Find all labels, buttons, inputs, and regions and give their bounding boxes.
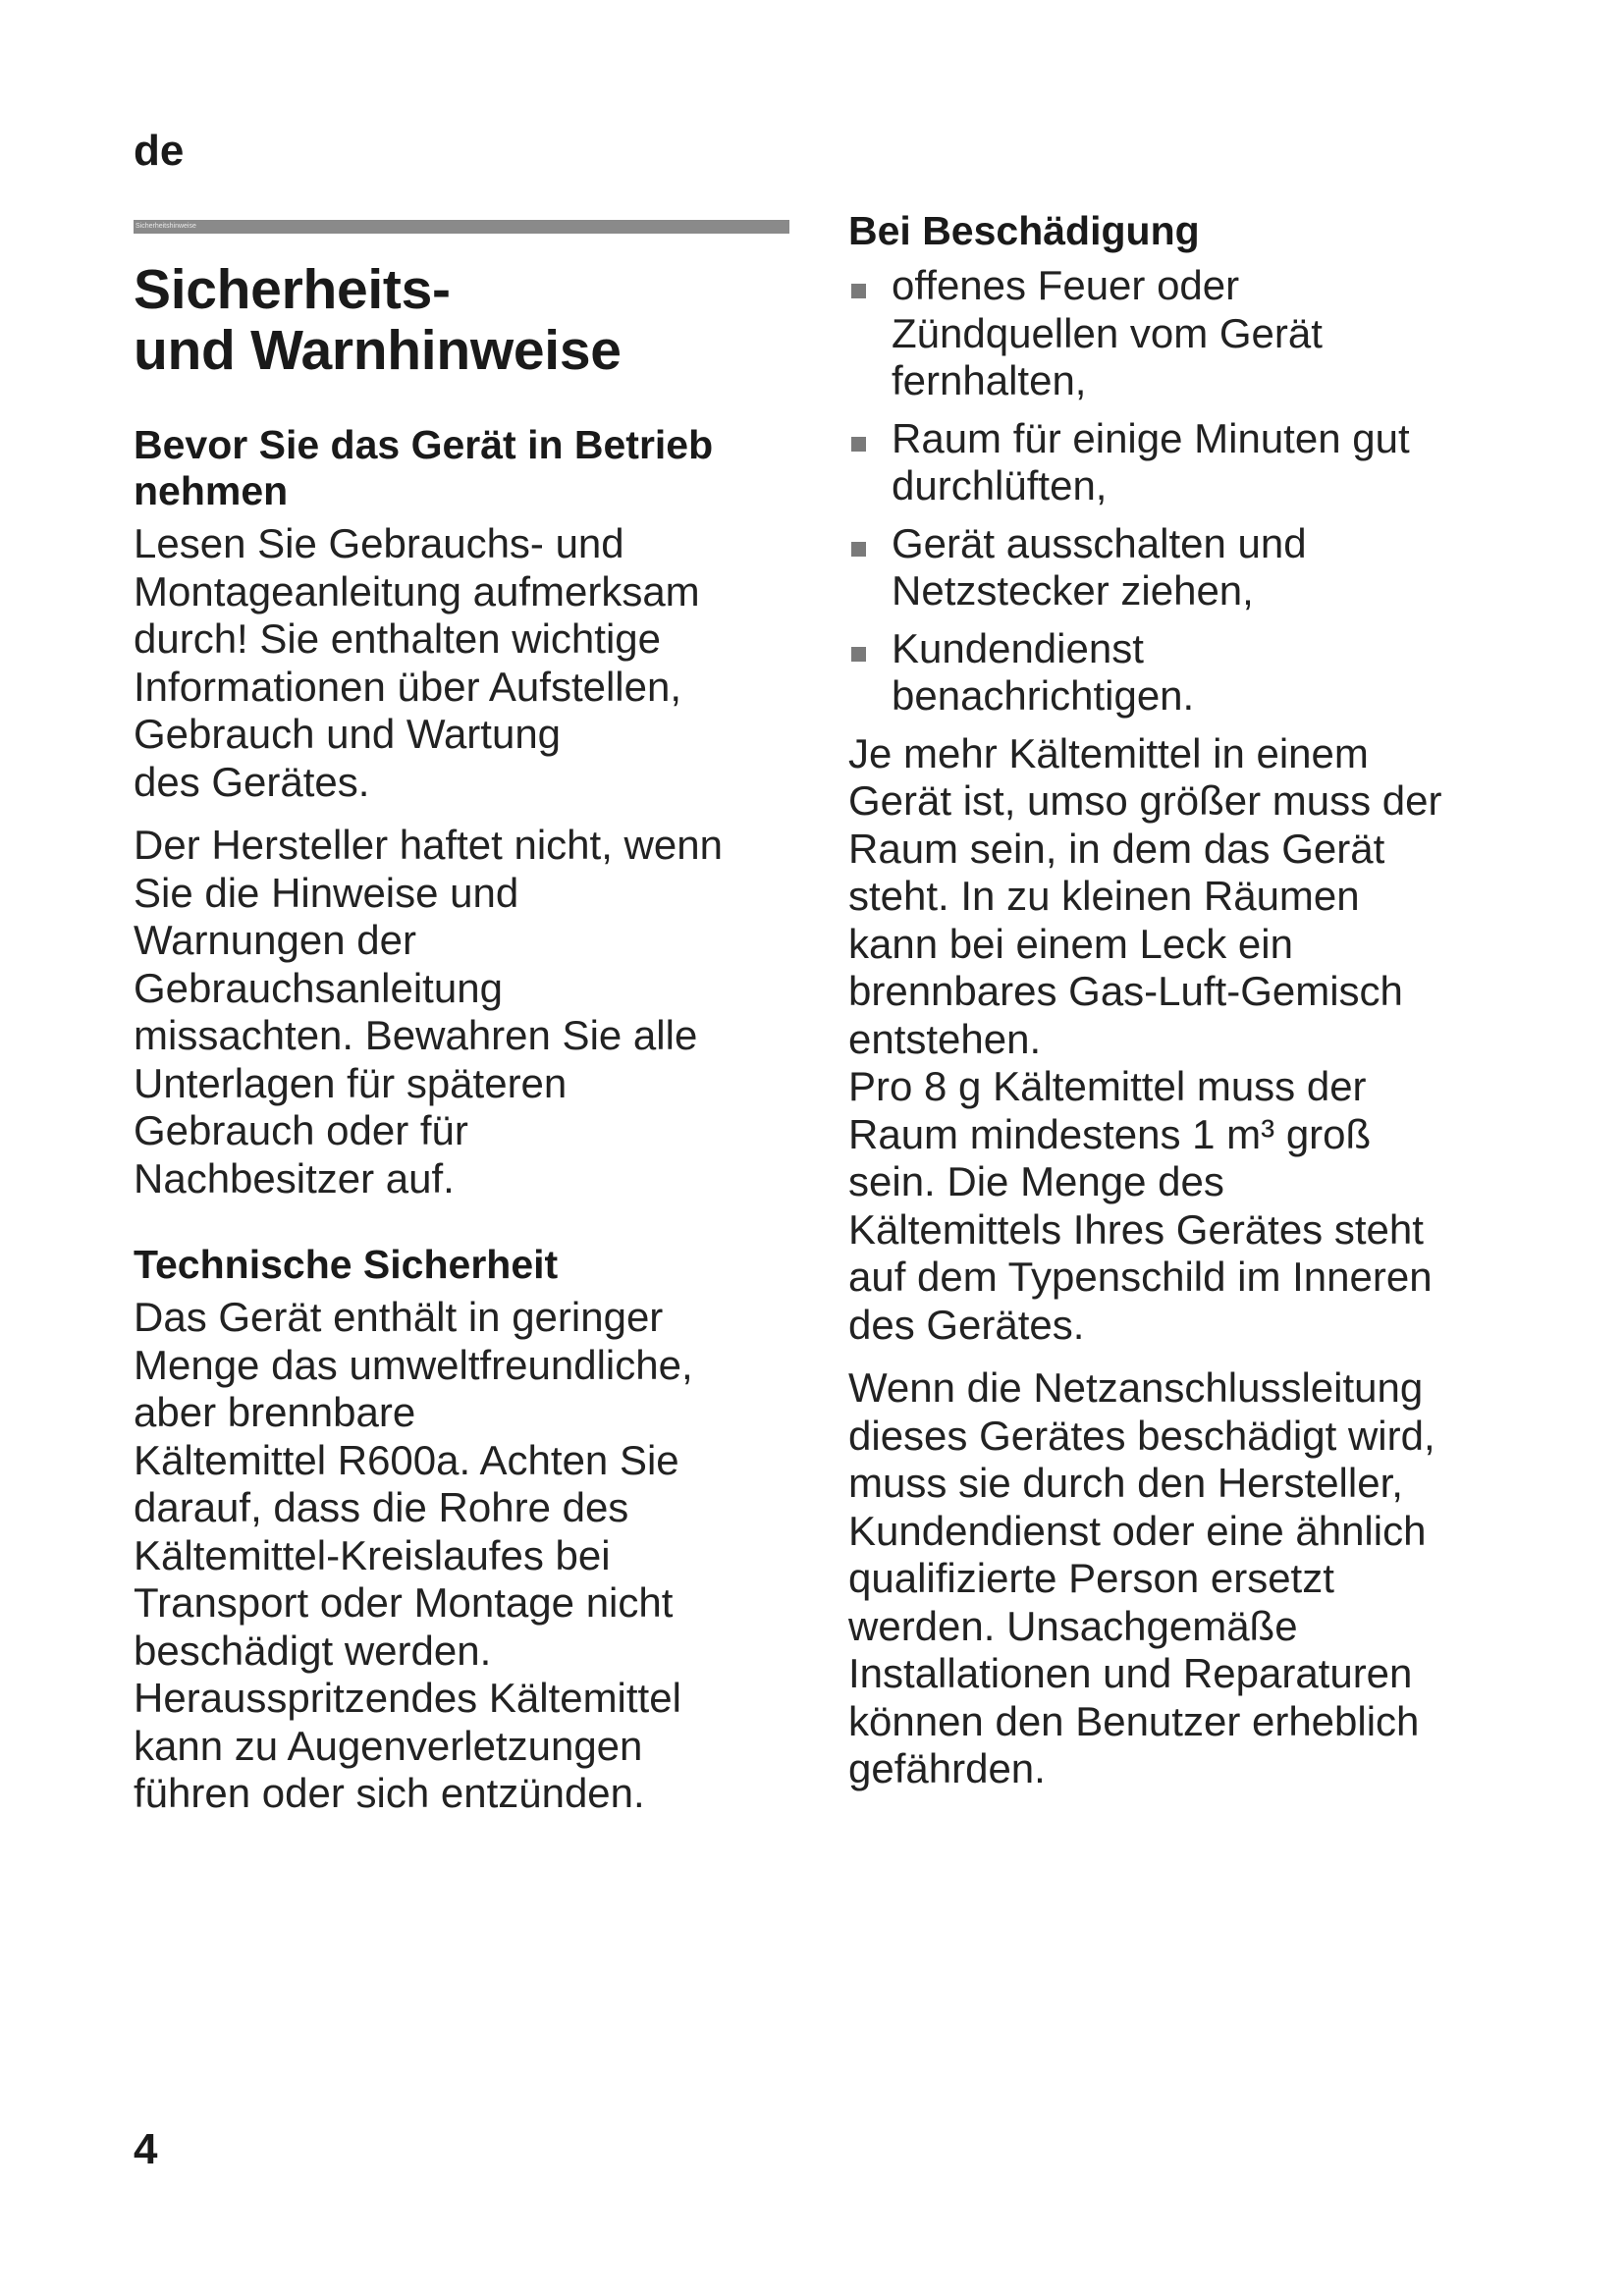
list-item <box>848 625 1536 721</box>
text-line: Transport oder Montage nicht <box>134 1579 674 1626</box>
text-line: Lesen Sie Gebrauchs- und <box>134 520 624 566</box>
text-line: muss sie durch den Hersteller, <box>848 1460 1403 1506</box>
text-line: auf dem Typenschild im Inneren <box>848 1254 1433 1300</box>
text-line: Warnungen der <box>134 917 416 963</box>
text-line: aber brennbare <box>134 1389 416 1435</box>
text-line: Gebrauch oder für <box>134 1107 468 1153</box>
text-line: Informationen über Aufstellen, <box>134 663 682 710</box>
text-line: Herausspritzendes Kältemittel <box>134 1675 681 1721</box>
heading-line: nehmen <box>134 468 289 513</box>
text-line: Zündquellen vom Gerät <box>892 309 1323 356</box>
text-line: Raum für einige Minuten gut <box>892 414 1410 461</box>
text-line: Kältemittels Ihres Gerätes steht <box>848 1205 1424 1253</box>
text-line: kann zu Augenverletzungen <box>134 1722 643 1769</box>
text-line: Kundendienst <box>892 624 1144 671</box>
list-item-text <box>892 520 1307 614</box>
text-line: Gerät ausschalten und <box>892 519 1307 566</box>
list-item-text <box>892 262 1323 403</box>
paragraph-refrigerant-amount <box>848 1063 1536 1349</box>
text-line: durchlüften, <box>892 462 1108 508</box>
text-line: Der Hersteller haftet nicht, wenn <box>134 822 723 868</box>
text-line: Kundendienst oder eine ähnlich <box>848 1507 1427 1554</box>
heading-line: Bevor Sie das Gerät in Betrieb <box>134 422 714 467</box>
text-line: des Gerätes. <box>134 758 370 805</box>
text-line: brennbares Gas-Luft-Gemisch <box>848 968 1403 1014</box>
paragraph-room-size <box>848 730 1536 1064</box>
language-code: de <box>134 127 185 175</box>
text-line: steht. In zu kleinen Räumen <box>848 873 1360 919</box>
text-line: Gebrauch und Wartung <box>134 711 562 757</box>
text-line: Nachbesitzer auf. <box>134 1154 455 1201</box>
text-line: Pro 8 g Kältemittel muss der <box>848 1063 1367 1109</box>
list-item <box>848 520 1536 615</box>
damage-steps-list <box>848 262 1536 721</box>
text-line: führen oder sich entzünden. <box>134 1770 645 1816</box>
text-line: Unterlagen für späteren <box>134 1059 568 1106</box>
text-line: qualifizierte Person ersetzt <box>848 1555 1334 1601</box>
text-line: dieses Gerätes beschädigt wird, <box>848 1412 1435 1459</box>
list-item <box>848 415 1536 510</box>
heading-before-use <box>134 422 789 514</box>
square-bullet-icon <box>851 437 866 452</box>
text-line: Menge das umweltfreundliche, <box>134 1341 693 1388</box>
text-line: Je mehr Kältemittel in einem <box>848 729 1369 776</box>
square-bullet-icon <box>851 647 866 662</box>
text-line: gefährden. <box>848 1745 1046 1791</box>
title-line-2: und Warnhinweise <box>134 319 622 382</box>
text-line: Wenn die Netzanschlussleitung <box>848 1364 1424 1411</box>
section-bar <box>134 220 789 234</box>
text-line: Netzstecker ziehen, <box>892 567 1254 614</box>
heading-technical-safety: Technische Sicherheit <box>134 1242 559 1287</box>
text-line: des Gerätes. <box>848 1301 1085 1348</box>
text-line: benachrichtigen. <box>892 672 1195 719</box>
list-item-text <box>892 415 1410 509</box>
page-number: 4 <box>134 2125 158 2173</box>
text-line: darauf, dass die Rohre des <box>134 1484 629 1530</box>
left-column <box>134 220 789 1818</box>
text-line: durch! Sie enthalten wichtige <box>134 615 661 662</box>
text-line: sein. Die Menge des <box>848 1158 1224 1204</box>
text-line: Sie die Hinweise und <box>134 869 519 916</box>
square-bullet-icon <box>851 542 866 557</box>
text-line: Das Gerät enthält in geringer <box>134 1294 664 1340</box>
text-line: offenes Feuer oder <box>892 262 1240 308</box>
list-item <box>848 262 1536 405</box>
text-line: können den Benutzer erheblich <box>848 1697 1420 1744</box>
text-line: kann bei einem Leck ein <box>848 920 1293 967</box>
text-line: Montageanleitung aufmerksam <box>134 567 700 614</box>
list-item-text <box>892 625 1194 720</box>
page-title <box>134 259 789 381</box>
text-line: missachten. Bewahren Sie alle <box>134 1012 698 1058</box>
text-line: Installationen und Reparaturen <box>848 1650 1413 1696</box>
text-line: entstehen. <box>848 1015 1042 1062</box>
text-line: Gerät ist, umso größer muss der <box>848 777 1442 824</box>
title-line-1: Sicherheits- <box>134 258 451 321</box>
right-column <box>848 208 1536 1793</box>
text-line: beschädigt werden. <box>134 1627 492 1674</box>
square-bullet-icon <box>851 284 866 298</box>
paragraph-read-manual <box>134 520 789 806</box>
section-bar-label: Sicherheitshinweise <box>135 223 196 230</box>
text-line: Gebrauchsanleitung <box>134 964 503 1011</box>
text-line: fernhalten, <box>892 357 1087 403</box>
text-line: Kältemittel-Kreislaufes bei <box>134 1531 611 1578</box>
heading-in-case-of-damage: Bei Beschädigung <box>848 208 1200 253</box>
text-line: Raum mindestens 1 m³ groß <box>848 1110 1372 1157</box>
text-line: Kältemittel R600a. Achten Sie <box>134 1436 679 1483</box>
paragraph-power-cord <box>848 1364 1536 1793</box>
text-line: werden. Unsachgemäße <box>848 1602 1298 1649</box>
paragraph-liability <box>134 822 789 1202</box>
text-line: Raum sein, in dem das Gerät <box>848 825 1385 872</box>
paragraph-refrigerant <box>134 1294 789 1818</box>
